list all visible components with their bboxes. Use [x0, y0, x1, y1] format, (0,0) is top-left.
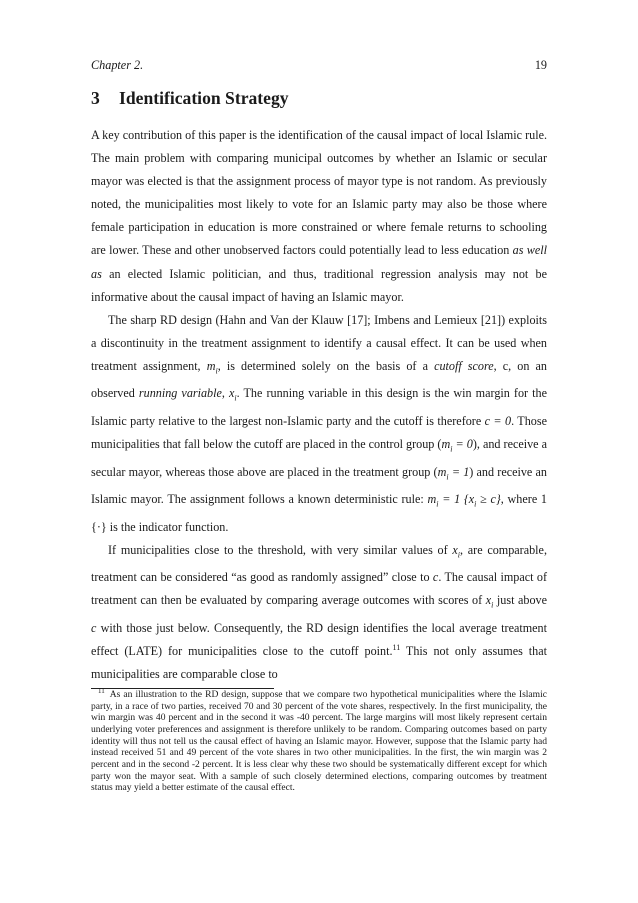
math-var: $x_i$: [452, 542, 460, 560]
paragraph-text: ) and receive an Islamic mayor. The assignment follows a known deterministic rule:: [91, 464, 547, 507]
emphasis-text: as well as: [91, 243, 547, 281]
paragraph-text: just above: [493, 593, 548, 608]
page-number: 19: [534, 58, 547, 72]
math-expr: $m_i = 1$ $\{x_i \ge c\}$: [427, 492, 501, 509]
footnote: [91, 686, 547, 794]
paragraph-text: If municipalities close to the threshold, with very similar values of: [108, 542, 448, 557]
paragraph-1: [91, 124, 547, 309]
math-expr: $m_i = 0$: [441, 437, 473, 454]
math-var: $x_i$: [229, 386, 237, 403]
math-var: $m_i$: [206, 358, 218, 376]
section-number: 3: [91, 88, 100, 108]
paragraph-text: , where 1 {·} is the indicator function.: [91, 492, 547, 534]
math-var: $x_i$: [485, 593, 494, 610]
paragraph-text: an elected Islamic politician, and thus, traditional regression analysis may not be informative about the causal impact of having an Islamic mayor.: [91, 266, 547, 304]
paragraph-text: , are comparable, treatment can be considered “as good as randomly assigned” close to: [91, 542, 547, 585]
paragraph-text: . Those municipalities that fall below the cutoff are placed in the control group (: [91, 413, 547, 452]
paragraph-text: , is determined solely on the basis of a: [217, 358, 428, 373]
footnote-text: As an illustration to the RD design, suppose that we compare two hypothetical municipalities where the Islamic party, in a race of two parties, received 70 and 30 percent of the vote shares, respectively. In the first municipality, the win margin was 40 percent and in the second it was -40 percent. The large margins will most likely represent certain underlying voter preferences and assignment is therefore unlikely to be random. Comparing outcomes based on party identity will thus not tell us the causal effect of having an Islamic mayor. However, suppose that the Islamic party had instead received 51 and 49 percent of the vote shares in two other municipalities. In the first, the win margin was 2 percent and in the second -2 percent. It is less clear why these two should be systematically different except for which party won the mayor seat. With a sample of such closely determined elections, comparing outcomes by treatment status may yield a better estimate of the causal effect.: [91, 689, 547, 794]
paragraph-text: ), and receive a secular mayor, whereas those above are placed in the treatment group (: [91, 437, 548, 479]
paragraph-text: with those just below. Consequently, the RD design identifies the local average treatment effect (LATE) for municipalities close to the cutoff point.: [91, 620, 547, 658]
paragraph-text: The sharp RD design (Hahn and Van der Klauw [17]; Imbens and Lemieux [21]) exploits a discontinuity in the treatment assignment to identify a causal effect. It can be used when treatment assignment,: [91, 312, 547, 373]
section-heading: [91, 88, 289, 109]
emphasis-text: cutoff score: [434, 358, 494, 373]
section-title: Identification Strategy: [119, 88, 289, 108]
paragraph-text: This not only assumes that municipalities are comparable close to: [91, 643, 547, 682]
paragraph-text: , c, on an observed: [91, 358, 547, 401]
paragraph-text: A key contribution of this paper is the identification of the causal impact of local Islamic rule. The main problem with comparing municipal outcomes by whether an Islamic or secular mayor was elected is that the assignment process of mayor type is not random. As previously noted, the municipalities most likely to vote for an Islamic party may also be those where female participation in education is more constrained or where female returns to schooling are lower. These and other unobserved factors could potentially lead to less education: [91, 128, 547, 258]
math-expr: c = 0: [484, 413, 512, 428]
paragraph-text: . The causal impact of treatment can then be evaluated by comparing average outcomes with scores of: [91, 570, 547, 608]
chapter-label: Chapter 2.: [91, 58, 144, 72]
footnote-ref[interactable]: 11: [392, 642, 401, 652]
paragraph-3: [91, 539, 547, 686]
paragraph-2: The sharp RD design (Hahn and Van der Klauw [17]; Imbens and Lemieux [21]) exploits a discontinuity in the treatment assignment to identify a causal effect. It can be used when treatment assignment, $m_i$, is determined solely on the basis of a cutoff score, c, on an observed running variable, $x_i$. The running variable in this design is the win margin for the Islamic party relative to the largest non-Islamic party and the cutoff is therefore c = 0. Those municipalities that fall below the cutoff are placed in the control group $(m_i = 0)$, and receive a secular mayor, whereas those above are placed in the treatment group $(m_i = 1)$ and receive an Islamic mayor. The assignment follows a known deterministic rule: $m_i = 1$ $\{x_i \ge c\}$, where 1 {·} is the indicator function.: [91, 312, 548, 534]
math-expr: $m_i = 1$: [437, 464, 470, 481]
body-text: [91, 124, 547, 686]
math-var: c: [432, 570, 439, 585]
paragraph-text: . The running variable in this design is the win margin for the Islamic party relative to the largest non-Islamic party and the cutoff is therefore: [91, 386, 547, 428]
footnote-mark: 11: [98, 686, 105, 695]
math-var: c: [91, 620, 97, 635]
emphasis-text: running variable: [138, 386, 222, 401]
